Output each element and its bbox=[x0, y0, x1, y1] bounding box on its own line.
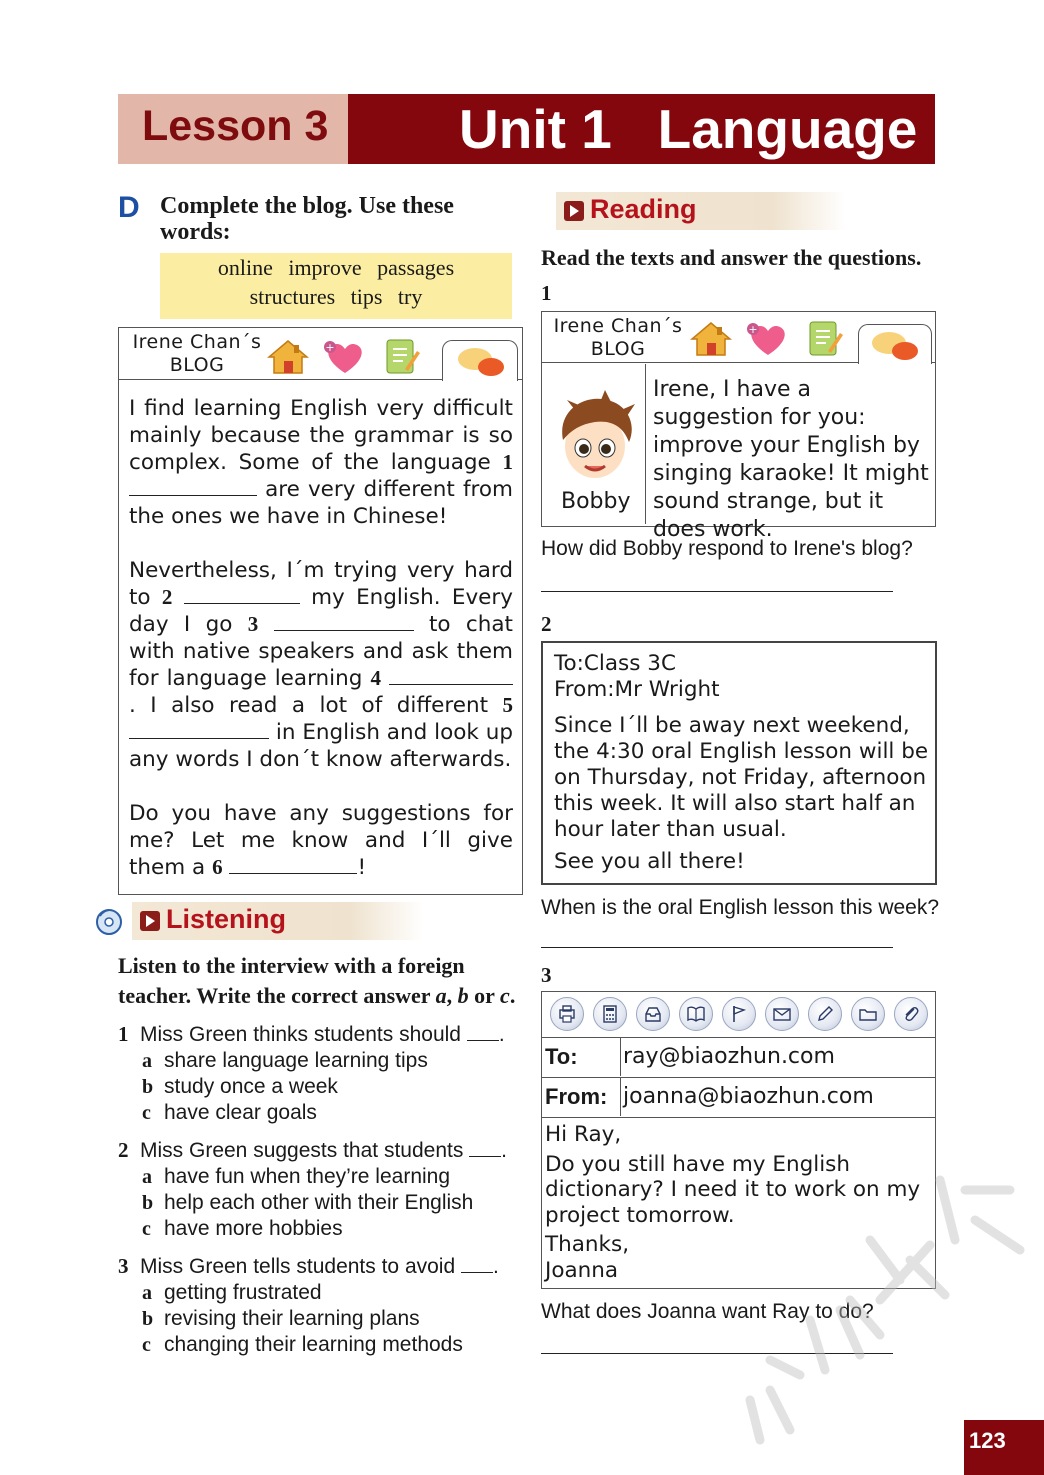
option-text: study once a week bbox=[164, 1075, 338, 1098]
email-toolbar bbox=[550, 997, 928, 1031]
irene-blog-text bbox=[129, 395, 513, 908]
svg-text:+: + bbox=[325, 341, 335, 354]
calculator-icon[interactable] bbox=[593, 997, 627, 1031]
svg-text:+: + bbox=[748, 323, 758, 336]
question-text: . bbox=[498, 1023, 505, 1046]
answer-option[interactable] bbox=[118, 1332, 499, 1358]
mail-icon[interactable] bbox=[765, 997, 799, 1031]
answer-line[interactable] bbox=[541, 947, 893, 948]
answer-option[interactable] bbox=[118, 1048, 505, 1074]
option-letter: b bbox=[457, 983, 469, 1008]
option-text: revising their learning plans bbox=[164, 1307, 420, 1330]
blog-paragraph bbox=[129, 395, 513, 530]
instruction-text: . bbox=[509, 983, 516, 1008]
option-letter: c bbox=[500, 983, 510, 1008]
book-icon[interactable] bbox=[679, 997, 713, 1031]
email-to-row bbox=[542, 1037, 935, 1076]
option-letter: a bbox=[435, 983, 447, 1008]
blog-title-line: Irene Chan´s bbox=[132, 331, 262, 353]
email-greeting: Hi Ray, bbox=[545, 1122, 622, 1147]
chat-bubbles-icon bbox=[451, 345, 511, 379]
answer-line[interactable] bbox=[541, 591, 893, 592]
email-from-value: joanna@biaozhun.com bbox=[623, 1084, 874, 1109]
answer-blank[interactable] bbox=[274, 612, 414, 631]
option-letter: b bbox=[142, 1076, 154, 1098]
option-text: changing their learning methods bbox=[164, 1333, 463, 1356]
email-text: Do you still have my English dictionary? I need it to work on my project tomorrow. bbox=[545, 1151, 921, 1228]
pencil-icon[interactable] bbox=[808, 997, 842, 1031]
unit-title: Unit 1 Language bbox=[459, 98, 918, 160]
reading-question: What does Joanna want Ray to do? bbox=[541, 1300, 874, 1323]
listening-question bbox=[118, 1138, 507, 1242]
blog-text: in English and look up any words I don´t know afterwards. bbox=[129, 720, 513, 772]
option-letter: a bbox=[142, 1282, 152, 1304]
blog-icons bbox=[267, 337, 421, 377]
blog-text: I find learning English very difficult mainly because the grammar is so complex. Some of the language bbox=[129, 396, 513, 475]
notepad-icon bbox=[804, 319, 844, 359]
answer-blank[interactable] bbox=[467, 1024, 499, 1041]
blog-text: my English. Every day I go bbox=[129, 585, 513, 637]
blog-title-line: BLOG bbox=[169, 354, 225, 376]
reading-question: How did Bobby respond to Irene's blog? bbox=[541, 537, 913, 560]
heart-icon bbox=[744, 321, 792, 357]
blog-text: . I also read a lot of different bbox=[129, 693, 489, 718]
page-number-box bbox=[964, 1420, 1044, 1475]
option-text: help each other with their English bbox=[164, 1191, 474, 1214]
bobby-avatar-cell bbox=[543, 364, 646, 524]
option-letter: a bbox=[142, 1166, 152, 1188]
blog-icons bbox=[690, 319, 844, 359]
option-letter: c bbox=[142, 1218, 151, 1240]
answer-blank[interactable] bbox=[229, 855, 357, 874]
blog-title-line: Irene Chan´s bbox=[553, 315, 683, 337]
item-number: 1 bbox=[541, 281, 552, 305]
email-signature: Joanna bbox=[545, 1257, 619, 1283]
avatar bbox=[545, 390, 645, 490]
email-label: To: bbox=[545, 1044, 578, 1069]
blog-paragraph bbox=[129, 800, 513, 881]
lesson-banner bbox=[118, 94, 348, 164]
blog-title bbox=[129, 331, 265, 377]
question-text: Miss Green thinks students should bbox=[140, 1023, 461, 1046]
email-to-value: ray@biaozhun.com bbox=[623, 1044, 835, 1069]
answer-blank[interactable] bbox=[129, 477, 257, 496]
memo-value: Class 3C bbox=[583, 651, 676, 676]
listening-question bbox=[118, 1022, 505, 1126]
listening-title: Listening bbox=[166, 904, 286, 934]
flag-icon[interactable] bbox=[722, 997, 756, 1031]
option-letter: c bbox=[142, 1334, 151, 1356]
answer-option[interactable] bbox=[118, 1190, 507, 1216]
blog-text: Nevertheless, I´m trying very hard to bbox=[129, 558, 513, 610]
blank-number: 4 bbox=[370, 666, 381, 690]
memo-label: To: bbox=[554, 651, 584, 676]
answer-option[interactable] bbox=[118, 1280, 499, 1306]
print-icon[interactable] bbox=[550, 997, 584, 1031]
item-number: 3 bbox=[541, 963, 552, 987]
listening-instruction bbox=[118, 951, 518, 1011]
email-label: From: bbox=[545, 1084, 608, 1109]
reading-title: Reading bbox=[590, 194, 697, 224]
question-text: Miss Green tells students to avoid bbox=[140, 1255, 456, 1278]
answer-option[interactable] bbox=[118, 1216, 507, 1242]
email-from-row bbox=[542, 1077, 935, 1116]
publisher-watermark bbox=[730, 1160, 1030, 1450]
section-d-letter: D bbox=[118, 191, 140, 224]
question-number: 2 bbox=[118, 1138, 129, 1162]
unit-banner bbox=[348, 94, 935, 164]
heart-icon bbox=[321, 339, 369, 375]
listening-question bbox=[118, 1254, 499, 1358]
answer-blank[interactable] bbox=[469, 1140, 501, 1157]
bobby-blog-text: Irene, I have a suggestion for you: improve your English by singing karaoke! It might sound strange, but it does work. bbox=[653, 377, 929, 542]
blank-number: 5 bbox=[502, 693, 514, 717]
blank-number: 1 bbox=[502, 450, 513, 474]
memo-body: Since I´ll be away next weekend, the 4:30 oral English lesson will be on Thursday, not Friday, afternoon this week. It will also start half an hour later than usual. bbox=[554, 713, 929, 842]
question-number: 1 bbox=[118, 1022, 129, 1046]
option-letter: b bbox=[142, 1192, 154, 1214]
blog-title-line: BLOG bbox=[590, 338, 646, 360]
memo-label: From: bbox=[554, 677, 615, 702]
option-text: have fun when they’re learning bbox=[164, 1165, 451, 1188]
word-box bbox=[160, 253, 512, 319]
question-text: Miss Green suggests that students bbox=[140, 1139, 464, 1162]
memo-to-row bbox=[554, 651, 932, 677]
blog-chat-tab bbox=[858, 324, 932, 364]
memo-content bbox=[554, 649, 932, 875]
play-icon bbox=[564, 201, 584, 221]
option-text: have clear goals bbox=[164, 1101, 317, 1124]
bobby-name: Bobby bbox=[561, 489, 631, 514]
option-text: have more hobbies bbox=[164, 1217, 343, 1240]
chat-bubbles-icon bbox=[865, 329, 925, 363]
instruction-text: or bbox=[468, 983, 501, 1008]
blank-number: 2 bbox=[161, 585, 173, 609]
blog-text: ! bbox=[357, 855, 367, 880]
memo-value: Mr Wright bbox=[614, 677, 720, 702]
answer-blank[interactable] bbox=[129, 720, 269, 739]
blog-text: to chat with native speakers and ask them for language learning bbox=[129, 612, 513, 691]
blank-number: 6 bbox=[212, 855, 223, 879]
question-text: . bbox=[501, 1139, 508, 1162]
answer-option[interactable] bbox=[118, 1100, 505, 1126]
option-text: getting frustrated bbox=[164, 1281, 322, 1304]
answer-blank[interactable] bbox=[461, 1256, 493, 1273]
reading-header bbox=[556, 192, 846, 230]
notepad-icon bbox=[381, 337, 421, 377]
home-icon bbox=[267, 339, 309, 375]
answer-option[interactable] bbox=[118, 1164, 507, 1190]
answer-option[interactable] bbox=[118, 1074, 505, 1100]
blog-title bbox=[550, 315, 686, 361]
answer-blank[interactable] bbox=[389, 666, 513, 685]
option-letter: a bbox=[142, 1050, 152, 1072]
folder-icon[interactable] bbox=[851, 997, 885, 1031]
word-box-row: structures tips try bbox=[249, 284, 423, 309]
home-icon bbox=[690, 321, 732, 357]
instruction-text: , bbox=[446, 983, 458, 1008]
cd-icon bbox=[96, 908, 122, 936]
answer-blank[interactable] bbox=[184, 585, 300, 604]
question-number: 3 bbox=[118, 1254, 129, 1278]
paperclip-icon[interactable] bbox=[894, 997, 928, 1031]
listening-header bbox=[132, 902, 424, 940]
question-text: . bbox=[493, 1255, 499, 1278]
email-divider bbox=[620, 1038, 621, 1076]
option-letter: c bbox=[142, 1102, 151, 1124]
blog-text: Do you have any suggestions for me? Let me know and I´ll give them a bbox=[129, 801, 513, 880]
lesson-title: Lesson 3 bbox=[142, 102, 329, 150]
email-body-divider bbox=[542, 1117, 935, 1118]
memo-closing: See you all there! bbox=[554, 849, 745, 874]
blog-paragraph bbox=[129, 557, 513, 773]
word-box-row: online improve passages bbox=[217, 255, 455, 280]
option-text: share language learning tips bbox=[164, 1049, 428, 1072]
option-letter: b bbox=[142, 1308, 154, 1330]
reading-instruction: Read the texts and answer the questions. bbox=[541, 245, 922, 270]
instruction-text: Listen to the interview with a foreign teacher. Write the correct answer bbox=[118, 953, 465, 1008]
section-d-instruction: Complete the blog. Use these words: bbox=[160, 193, 454, 245]
page-number: 123 bbox=[969, 1428, 1006, 1453]
blank-number: 3 bbox=[247, 612, 259, 636]
blog-text: are very different from the ones we have in Chinese! bbox=[129, 477, 513, 529]
email-divider bbox=[620, 1078, 621, 1116]
play-icon bbox=[140, 911, 160, 931]
blog-chat-tab bbox=[442, 340, 518, 381]
memo-from-row bbox=[554, 677, 932, 703]
item-number: 2 bbox=[541, 612, 552, 636]
inbox-icon[interactable] bbox=[636, 997, 670, 1031]
answer-option[interactable] bbox=[118, 1306, 499, 1332]
reading-question: When is the oral English lesson this week? bbox=[541, 896, 940, 919]
email-thanks: Thanks, bbox=[545, 1232, 630, 1257]
